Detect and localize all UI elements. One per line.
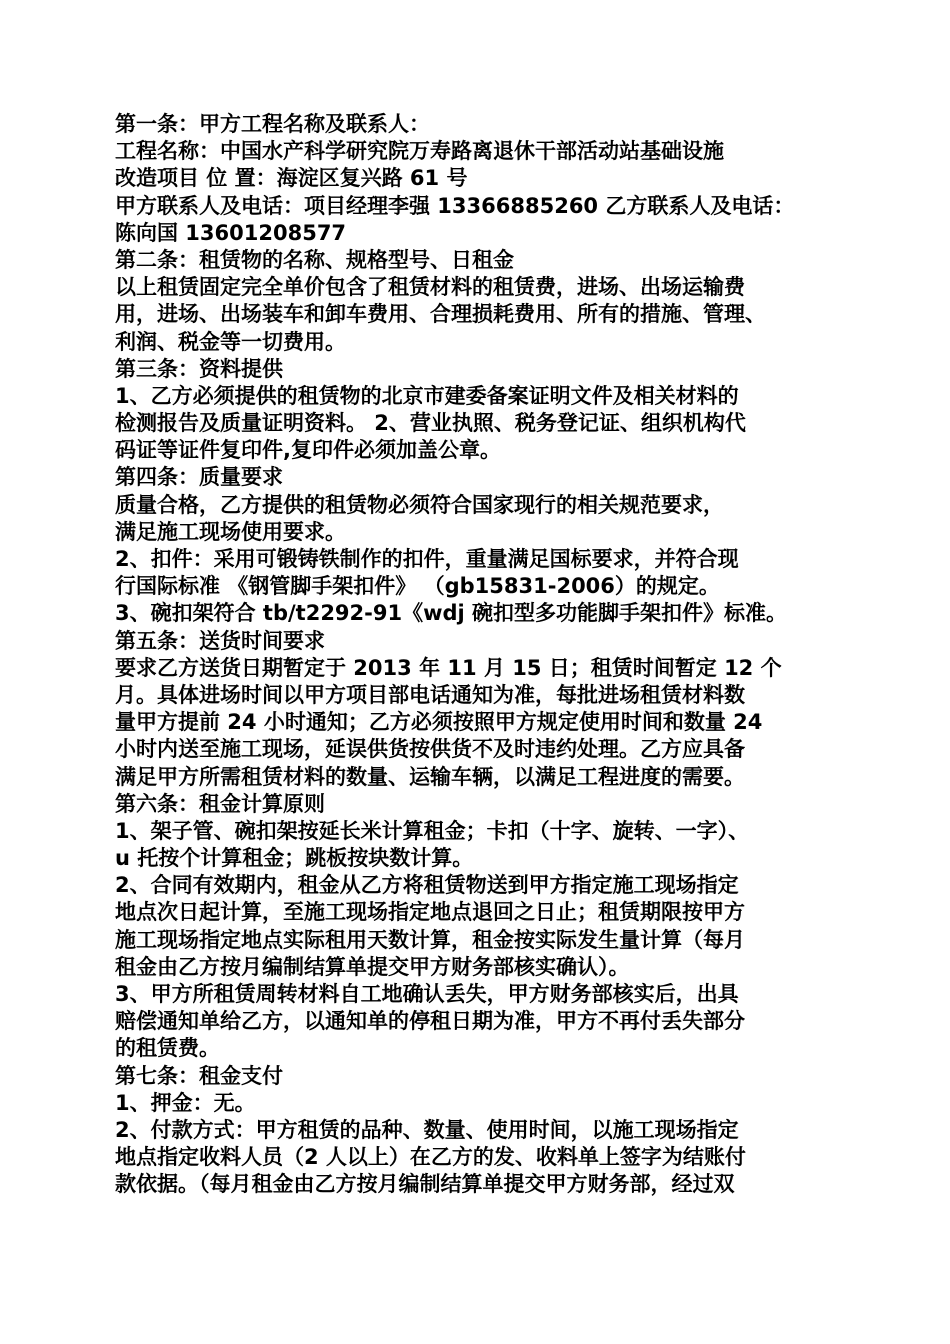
article-6-text-7: 3、甲方所租赁周转材料自工地确认丢失，甲方财务部核实后，出具 — [115, 982, 739, 1006]
article-6-text-4: 地点次日起计算，至施工现场指定地点退回之日止；租赁期限按甲方 — [115, 900, 745, 925]
article-5-text-4: 小时内送至施工现场，延误供货按供货不及时违约处理。乙方应具备 — [115, 737, 745, 762]
article-6-text-5: 施工现场指定地点实际租用天数计算，租金按实际发生量计算（每月 — [115, 927, 745, 952]
article-6-heading: 第六条：租金计算原则 — [115, 791, 325, 816]
article-4-text-1: 质量合格，乙方提供的租赁物必须符合国家现行的相关规范要求， — [115, 492, 724, 517]
article-7-text-1: 1、押金：无。 — [115, 1090, 256, 1115]
article-7-text-4: 款依据。（每月租金由乙方按月编制结算单提交甲方财务部，经过双 — [115, 1172, 735, 1197]
article-2-text-2: 用，进场、出场装车和卸车费用、合理损耗费用、所有的措施、管理、 — [115, 302, 766, 327]
article-3-text-2: 检测报告及质量证明资料。 2、营业执照、税务登记证、组织机构代 — [115, 411, 746, 436]
article-6-text-3: 2、合同有效期内，租金从乙方将租赁物送到甲方指定施工现场指定 — [115, 873, 739, 898]
article-7-text-3: 地点指定收料人员（2 人以上）在乙方的发、收料单上签字为结账付 — [115, 1145, 746, 1170]
article-3-text-3: 码证等证件复印件,复印件必须加盖公章。 — [115, 438, 501, 463]
article-6-text-8: 赔偿通知单给乙方，以通知单的停租日期为准，甲方不再付丢失部分 — [115, 1009, 745, 1034]
article-7-text-2: 2、付款方式：甲方租赁的品种、数量、使用时间，以施工现场指定 — [115, 1117, 739, 1142]
article-6-text-6: 租金由乙方按月编制结算单提交甲方财务部核实确认）。 — [115, 954, 630, 979]
article-7-heading: 第七条：租金支付 — [115, 1063, 283, 1088]
article-1-heading: 第一条：甲方工程名称及联系人： — [115, 112, 430, 136]
article-6-text-2: u 托按个计算租金；跳板按块数计算。 — [115, 846, 474, 871]
article-4-heading: 第四条：质量要求 — [115, 465, 283, 490]
article-5-heading: 第五条：送货时间要求 — [115, 628, 325, 653]
contacts-line-1: 甲方联系人及电话：项目经理李强 13366885260 乙方联系人及电话： — [115, 193, 795, 218]
article-3-text-1: 1、乙方必须提供的租赁物的北京市建委备案证明文件及相关材料的 — [115, 383, 739, 408]
article-4-text-2: 满足施工现场使用要求。 — [115, 519, 346, 544]
article-6-text-9: 的租赁费。 — [115, 1036, 220, 1061]
contacts-line-2: 陈向国 13601208577 — [115, 220, 347, 245]
article-5-text-2: 月。具体进场时间以甲方项目部电话通知为准，每批进场租赁材料数 — [115, 682, 745, 707]
article-2-text-3: 利润、税金等一切费用。 — [115, 329, 346, 354]
article-2-heading: 第二条：租赁物的名称、规格型号、日租金 — [115, 247, 514, 272]
article-4-text-5: 3、碗扣架符合 tb/t2292-91《wdj 碗扣型多功能脚手架扣件》标准。 — [115, 601, 788, 626]
project-name-line-2: 改造项目 位 置：海淀区复兴路 61 号 — [115, 166, 468, 191]
article-5-text-5: 满足甲方所需租赁材料的数量、运输车辆，以满足工程进度的需要。 — [115, 764, 745, 789]
article-3-heading: 第三条：资料提供 — [115, 356, 283, 381]
article-4-text-3: 2、扣件：采用可锻铸铁制作的扣件，重量满足国标要求，并符合现 — [115, 547, 739, 571]
article-5-text-1: 要求乙方送货日期暂定于 2013 年 11 月 15 日；租赁时间暂定 12 个 — [115, 655, 782, 680]
article-6-text-1: 1、架子管、碗扣架按延长米计算租金；卡扣（十字、旋转、一字）、 — [115, 818, 750, 843]
project-name-line-1: 工程名称：中国水产科学研究院万寿路离退休干部活动站基础设施 — [115, 139, 724, 164]
article-2-text-1: 以上租赁固定完全单价包含了租赁材料的租赁费，进场、出场运输费 — [115, 275, 745, 300]
article-5-text-3: 量甲方提前 24 小时通知；乙方必须按照甲方规定使用时间和数量 24 — [115, 710, 763, 735]
contract-document — [115, 111, 850, 1199]
article-4-text-4: 行国际标准 《钢管脚手架扣件》 （gb15831-2006）的规定。 — [115, 574, 720, 599]
